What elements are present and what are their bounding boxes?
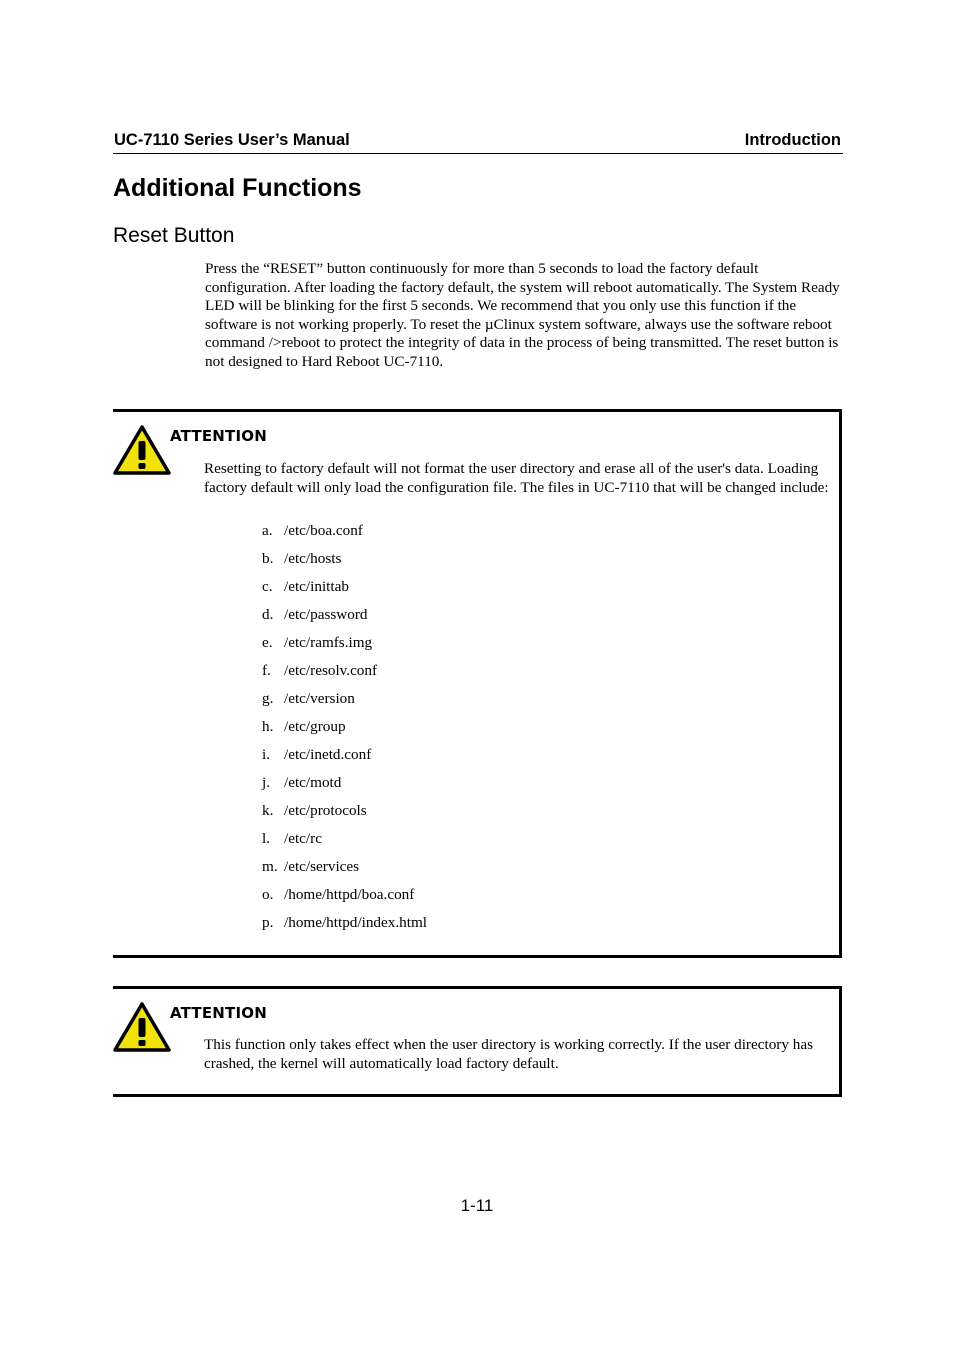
attention-label: ATTENTION	[170, 427, 267, 445]
attention-label: ATTENTION	[170, 1004, 267, 1022]
list-marker: g.	[262, 690, 274, 707]
running-header	[113, 129, 843, 154]
warning-icon	[113, 425, 171, 475]
list-item	[262, 886, 427, 914]
attention-box-1	[113, 409, 842, 958]
list-marker: b.	[262, 550, 274, 567]
list-item	[262, 774, 427, 802]
file-path: /etc/inittab	[284, 578, 349, 595]
header-manual-title: UC-7110 Series User’s Manual	[114, 131, 350, 149]
list-marker: e.	[262, 634, 273, 651]
list-item	[262, 578, 427, 606]
list-marker: p.	[262, 914, 274, 931]
list-item	[262, 858, 427, 886]
list-item	[262, 550, 427, 578]
file-path: /etc/resolv.conf	[284, 662, 378, 679]
list-marker: d.	[262, 606, 274, 623]
list-item	[262, 830, 427, 858]
page-number: 1-11	[460, 1196, 494, 1215]
list-marker: m.	[262, 858, 278, 875]
file-path: /home/httpd/boa.conf	[284, 886, 415, 903]
list-item	[262, 634, 427, 662]
header-chapter: Introduction	[744, 131, 841, 149]
list-marker: l.	[262, 830, 271, 847]
page-title: Additional Functions	[113, 174, 362, 202]
list-marker: o.	[262, 886, 274, 903]
section-paragraph: Press the “RESET” button continuously for more than 5 seconds to load the factory default configuration. After loading the factory default, the system will reboot automatically. The System Ready LED will be blinking for the first 5 seconds. We recommend that you only use this function if the software is not working properly. To reset the µClinux system software, always use the software reboot command />reboot to protect the integrity of data in the process of being transmitted. The reset button is not designed to Hard Reboot UC-7110.	[205, 260, 840, 370]
attention-text: This function only takes effect when the user directory is working correctly. If the user directory has crashed, the kernel will automatically load factory default.	[204, 1036, 813, 1072]
file-path: /etc/password	[284, 606, 368, 623]
file-path: /etc/ramfs.img	[284, 634, 373, 651]
file-path: /etc/hosts	[284, 550, 342, 567]
file-path: /etc/services	[284, 858, 360, 875]
section-heading: Reset Button	[113, 224, 235, 247]
file-path: /etc/motd	[284, 774, 342, 791]
file-path: /etc/rc	[284, 830, 322, 847]
file-path: /etc/group	[284, 718, 346, 735]
list-item	[262, 522, 427, 550]
list-item	[262, 802, 427, 830]
list-marker: k.	[262, 802, 274, 819]
list-item	[262, 914, 427, 942]
file-path: /home/httpd/index.html	[284, 914, 428, 931]
file-path: /etc/boa.conf	[284, 522, 363, 539]
list-item	[262, 662, 427, 690]
list-marker: a.	[262, 522, 273, 539]
list-marker: i.	[262, 746, 271, 763]
list-item	[262, 718, 427, 746]
file-path: /etc/inetd.conf	[284, 746, 372, 763]
list-marker: j.	[262, 774, 271, 791]
file-path: /etc/version	[284, 690, 355, 707]
list-marker: f.	[262, 662, 271, 679]
list-marker: c.	[262, 578, 273, 595]
attention-text: Resetting to factory default will not format the user directory and erase all of the user's data. Loading factory default will only load the configuration file. The files in UC-7110 that will be changed include:	[204, 460, 829, 496]
file-path: /etc/protocols	[284, 802, 367, 819]
attention-box-2	[113, 986, 842, 1097]
list-marker: h.	[262, 718, 274, 735]
list-item	[262, 606, 427, 634]
warning-icon	[113, 1002, 171, 1052]
file-list	[262, 522, 427, 942]
list-item	[262, 690, 427, 718]
list-item	[262, 746, 427, 774]
